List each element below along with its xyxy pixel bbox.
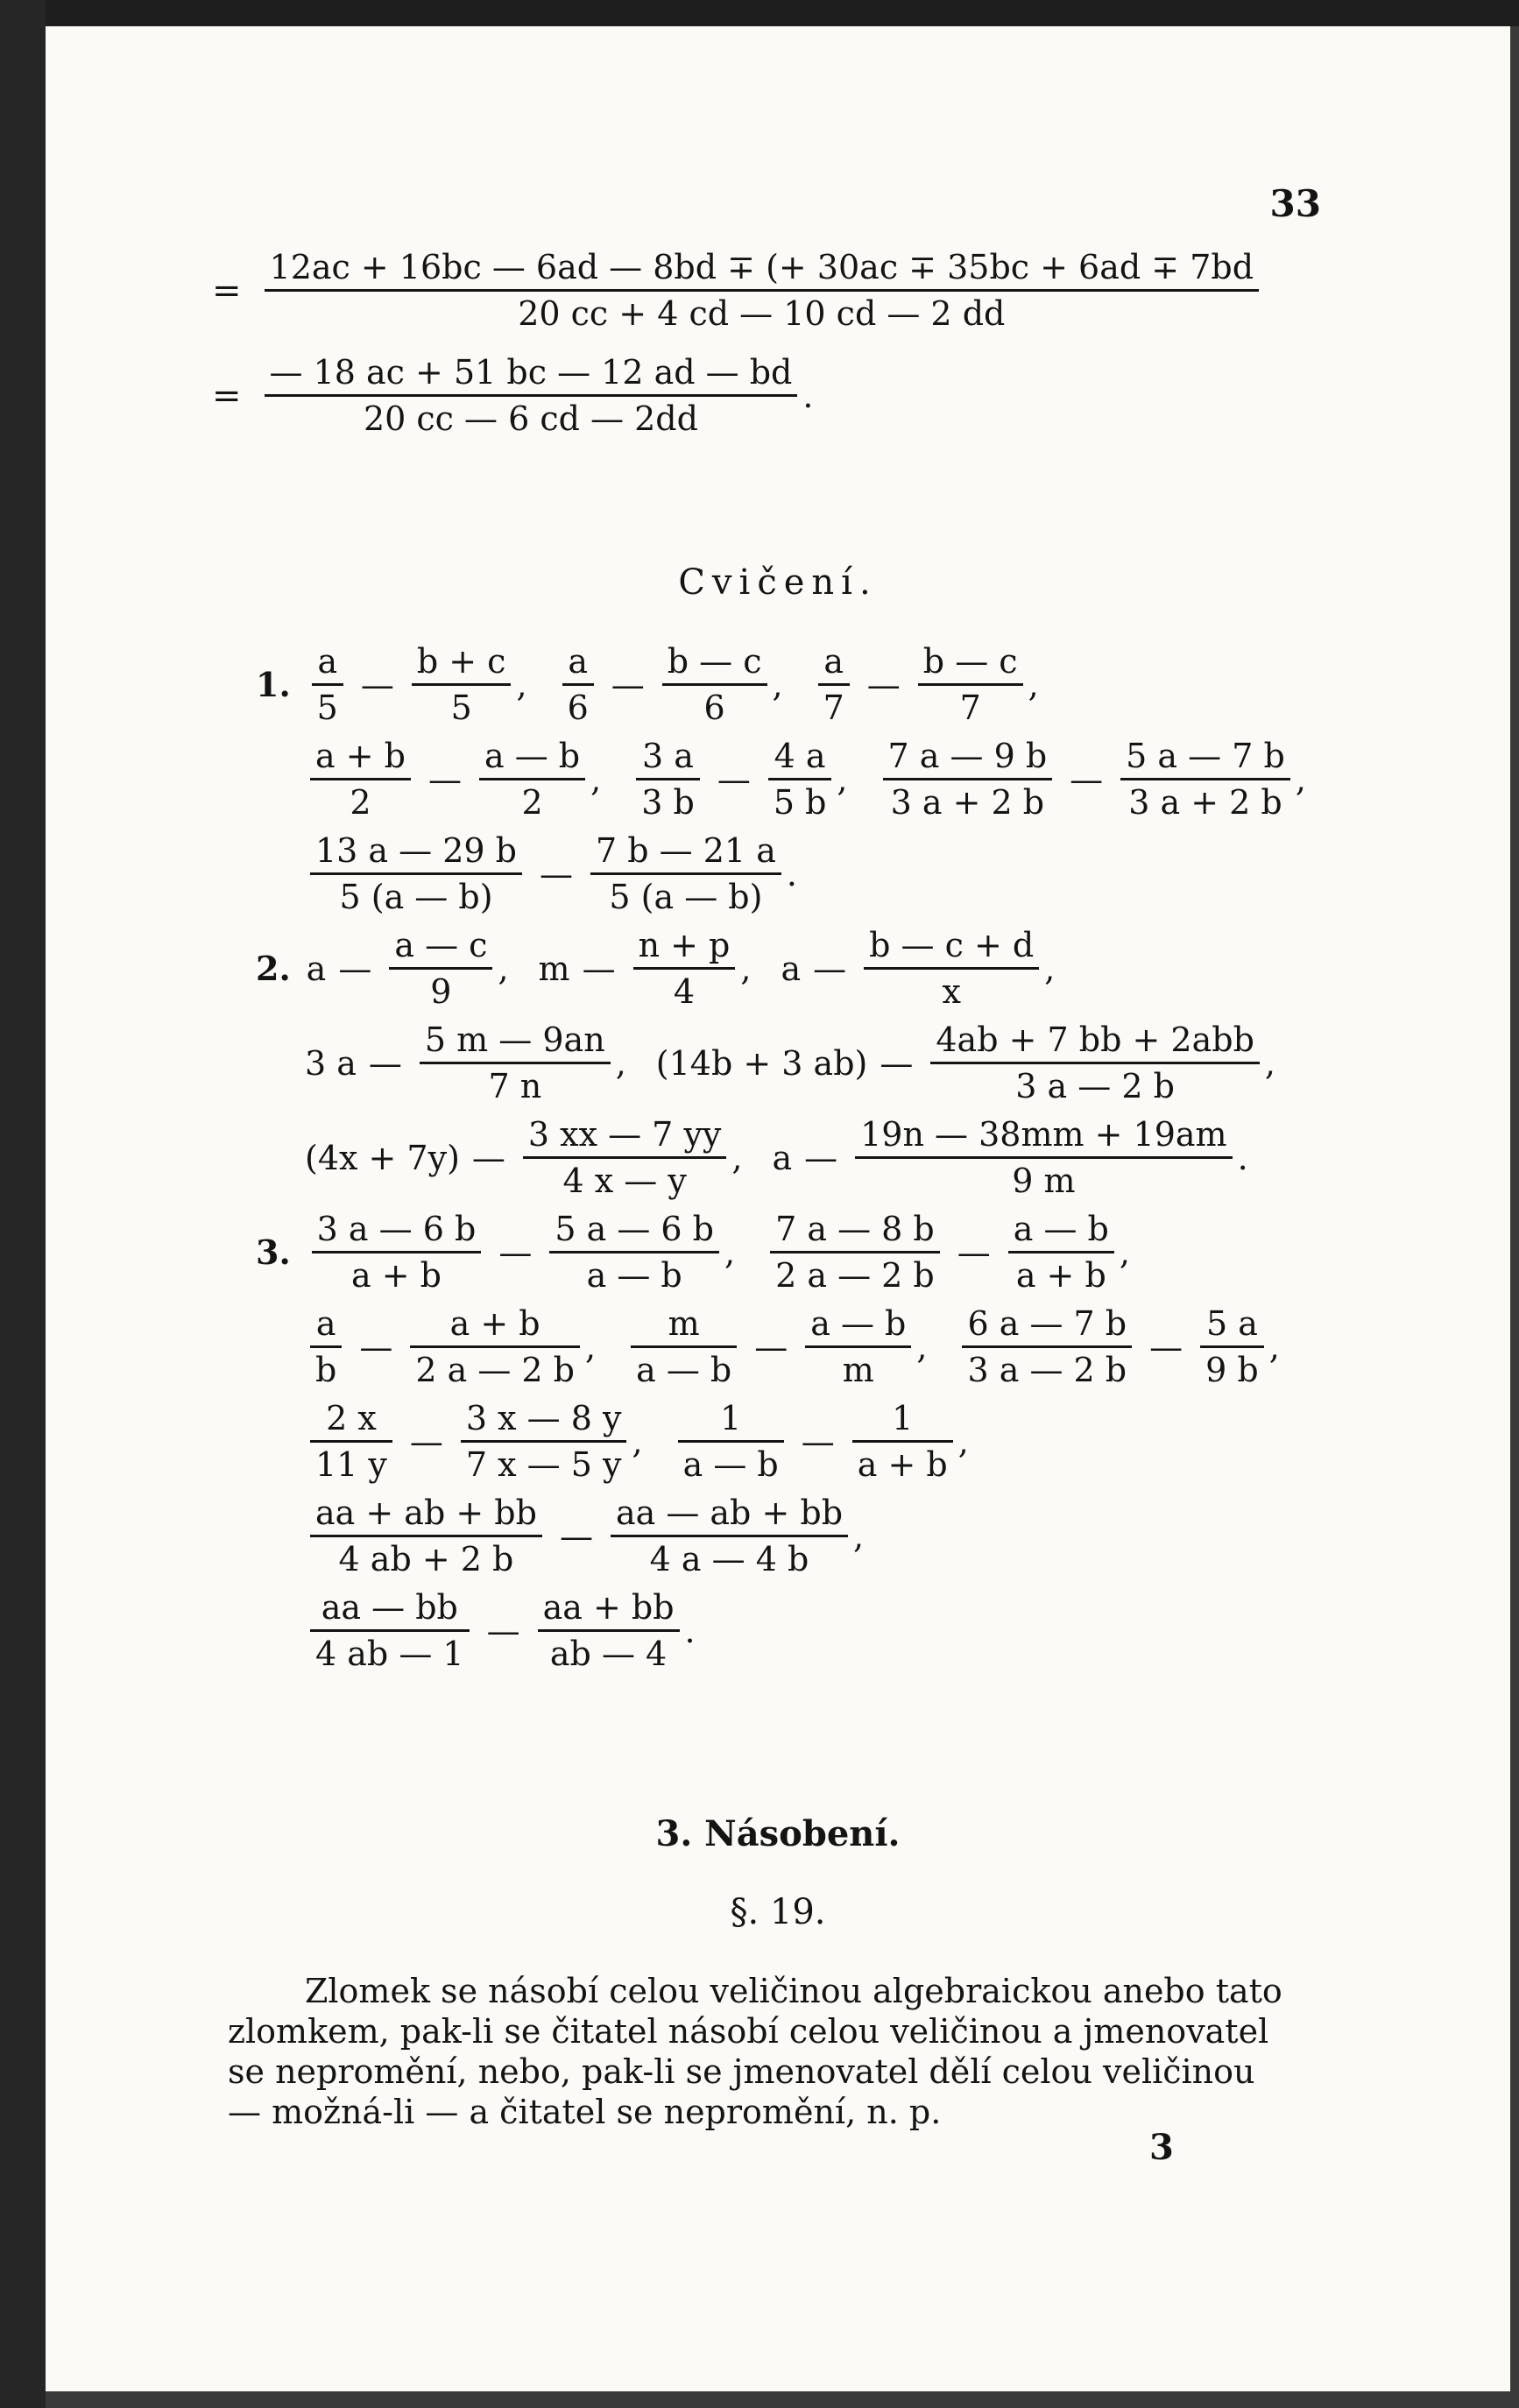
numerator: 6 a — 7 b [967,1304,1127,1343]
fraction [549,1207,719,1297]
minus-operator: — [540,854,574,893]
denominator: 2 a — 2 b [415,1351,575,1389]
separator: , [853,1516,865,1556]
denominator: 5 (a — b) [339,878,493,916]
separator: . [1237,1138,1248,1177]
fraction [410,1302,580,1392]
separator: , [916,1327,928,1366]
body-line: Zlomek se násobí celou veličinou algebraickou anebo tato [305,1972,1282,2010]
exercise-3-row-3 [305,1396,999,1486]
fraction [930,1018,1260,1108]
exercise-3-row-1 [256,1207,1160,1297]
exercise-2-row-2 [305,1018,1305,1108]
denominator: 9 [430,972,452,1011]
separator: , [1028,665,1039,704]
fraction [662,639,767,730]
denominator: 7 [959,689,981,727]
separator: , [615,1043,626,1083]
fraction [479,734,585,824]
fraction [611,1491,848,1581]
denominator: 4 ab — 1 [315,1635,464,1673]
separator: . [684,1611,696,1650]
scan-left-border [0,0,46,2408]
denominator: 9 m [1012,1162,1076,1200]
fraction [636,734,700,824]
denominator: 2 a — 2 b [775,1256,935,1295]
fraction [1200,1302,1264,1392]
numerator: aa — ab + bb [615,1494,844,1532]
exercise-3-row-4 [305,1491,894,1581]
numerator: 12ac + 16bc — 6ad — 8bd ∓ (+ 30ac ∓ 35bc + 6ad ∓ 7bd [269,248,1254,286]
numerator: b — c [667,642,762,681]
fraction [312,639,343,730]
fraction [883,734,1053,824]
term: a [306,949,327,988]
denominator: 3 a + 2 b [1128,783,1282,822]
fraction [818,639,850,730]
fraction [962,1302,1132,1392]
separator: . [786,854,797,893]
denominator: 5 (a — b) [609,878,763,916]
separator: , [516,665,527,704]
minus-operator: — [804,1138,838,1177]
minus-operator: — [427,759,462,799]
fraction [265,350,798,441]
fraction [538,1585,680,1676]
minus-operator: — [880,1043,914,1083]
denominator: a — b [682,1445,779,1484]
term: 3 a [305,1043,357,1083]
exercise-number: 1. [256,665,291,704]
denominator: 3 a — 2 b [967,1351,1127,1389]
numerator: b + c [416,642,506,681]
numerator: 2 x [326,1399,377,1437]
denominator: 2 [521,783,543,822]
denominator: 9 b [1205,1351,1259,1389]
numerator: — 18 ac + 51 bc — 12 ad — bd [269,353,793,392]
fraction [770,1207,940,1297]
separator: , [957,1422,969,1461]
numerator: n + p [638,926,731,964]
exercise-1-row-1 [256,639,1069,730]
numerator: 4ab + 7 bb + 2abb [936,1020,1254,1059]
numerator: a [315,1304,336,1343]
scan-top-border [0,0,1519,26]
numerator: 3 x — 8 y [465,1399,622,1437]
minus-operator: — [582,949,616,988]
exercise-number: 3. [256,1232,291,1272]
denominator: 6 [703,689,725,727]
denominator: 4 x — y [562,1162,687,1200]
fraction [310,1396,392,1486]
fraction [310,734,411,824]
numerator: a — b [1013,1210,1109,1248]
separator: , [772,665,783,704]
paragraph-number: §. 19. [730,1892,826,1932]
numerator: 1 [892,1399,914,1437]
minus-operator: — [486,1611,520,1650]
term: a [772,1138,793,1177]
denominator: 3 a + 2 b [890,783,1045,822]
separator: , [584,1327,597,1366]
fraction [310,829,522,919]
denominator: 4 a — 4 b [649,1540,809,1578]
fraction [523,1112,726,1203]
denominator: 4 ab + 2 b [338,1540,514,1578]
body-paragraph [228,1971,1367,2132]
minus-operator: — [360,665,394,704]
denominator: 20 cc — 6 cd — 2dd [363,399,698,438]
minus-operator: — [1149,1327,1183,1366]
minus-operator: — [717,759,751,799]
separator: , [1264,1043,1275,1083]
numerator: 1 [720,1399,742,1437]
numerator: aa + bb [542,1588,675,1627]
period: . [802,376,814,415]
denominator: ab — 4 [549,1635,668,1673]
derivation-line-2 [212,350,813,441]
fraction [310,1585,470,1676]
fraction [310,1491,542,1581]
numerator: m [668,1304,700,1343]
equals-sign: = [212,375,242,416]
numerator: 5 a — 7 b [1126,737,1285,775]
term: (4x + 7y) [305,1138,460,1177]
separator: , [724,1232,736,1272]
minus-operator: — [368,1043,402,1083]
fraction [389,923,492,1013]
denominator: a — b [586,1256,682,1295]
body-line: se nepromění, nebo, pak-li se jmenovatel dělí celou veličinou [228,2052,1255,2091]
numerator: 7 a — 8 b [775,1210,935,1248]
fraction [852,1396,953,1486]
fraction [633,923,736,1013]
fraction [1008,1207,1114,1297]
minus-operator: — [559,1516,593,1556]
minus-operator: — [409,1422,443,1461]
denominator: m [842,1351,874,1389]
fraction [420,1018,611,1108]
denominator: b [315,1351,337,1389]
numerator: 3 a [642,737,694,775]
numerator: a [823,642,844,681]
numerator: a + b [315,737,406,775]
exercise-1-row-3 [305,829,797,919]
minus-operator: — [611,665,645,704]
exercise-3-row-5 [305,1585,696,1676]
numerator: 13 a — 29 b [315,831,518,870]
signature-mark: 3 [1149,2127,1174,2168]
book-page [46,26,1510,2391]
numerator: a — b [810,1304,907,1343]
denominator: 6 [567,689,589,727]
fraction [864,923,1039,1013]
separator: , [590,759,602,799]
term: m [538,949,570,988]
numerator: 19n — 38mm + 19am [860,1115,1227,1154]
numerator: a — b [484,737,581,775]
separator: , [498,949,509,988]
denominator: a + b [351,1256,442,1295]
numerator: aa — bb [321,1588,458,1627]
separator: , [740,949,752,988]
numerator: aa + ab + bb [315,1494,537,1532]
fraction [805,1302,911,1392]
exercise-number: 2. [256,949,291,988]
exercise-3-row-2 [305,1302,1310,1392]
numerator: b — c [922,642,1018,681]
minus-operator: — [498,1232,533,1272]
numerator: 7 a — 9 b [887,737,1048,775]
fraction [590,829,781,919]
fraction [678,1396,784,1486]
fraction [562,639,594,730]
numerator: 3 xx — 7 yy [527,1115,722,1154]
page-number: 33 [1269,182,1321,225]
numerator: 7 b — 21 a [596,831,776,870]
exercises-heading: Cvičení. [678,562,878,603]
denominator: 7 [823,689,844,727]
minus-operator: — [866,665,901,704]
numerator: 3 a — 6 b [316,1210,477,1248]
denominator: 11 y [315,1445,387,1484]
numerator: 5 a — 6 b [555,1210,714,1248]
numerator: a + b [449,1304,540,1343]
denominator: 20 cc + 4 cd — 10 cd — 2 dd [518,294,1006,333]
numerator: 5 m — 9an [424,1020,605,1059]
denominator: 7 n [488,1067,542,1105]
numerator: a — c [394,926,488,964]
minus-operator: — [813,949,847,988]
fraction [461,1396,627,1486]
section-heading: 3. Násobení. [655,1813,901,1854]
denominator: 7 x — 5 y [465,1445,622,1484]
minus-operator: — [471,1138,505,1177]
denominator: 3 b [641,783,695,822]
fraction [768,734,832,824]
denominator: a — b [636,1351,732,1389]
body-line: — možná-li — a čitatel se nepromění, n. p. [228,2093,942,2131]
numerator: 5 a [1205,1304,1258,1343]
denominator: 5 [316,689,338,727]
separator: , [632,1422,643,1461]
term: a [781,949,802,988]
numerator: a [568,642,588,681]
fraction [855,1112,1232,1203]
separator: , [731,1138,743,1177]
minus-operator: — [359,1327,393,1366]
minus-operator: — [338,949,372,988]
denominator: a + b [857,1445,948,1484]
denominator: 2 [350,783,371,822]
denominator: 3 a — 2 b [1015,1067,1175,1105]
numerator: b — c + d [869,926,1035,964]
separator: , [1119,1232,1130,1272]
fraction [1120,734,1290,824]
denominator: 4 [673,972,696,1011]
fraction [918,639,1023,730]
numerator: a [317,642,338,681]
exercise-2-row-3 [305,1112,1248,1203]
equals-sign: = [212,270,242,311]
denominator: 5 b [773,783,827,822]
fraction [631,1302,737,1392]
minus-operator: — [957,1232,991,1272]
fraction [312,1207,482,1297]
fraction [265,245,1260,335]
denominator: x [942,972,961,1011]
separator: , [1268,1327,1280,1366]
derivation-line-1 [212,245,1264,335]
separator: , [837,759,848,799]
denominator: 5 [450,689,472,727]
denominator: a + b [1015,1256,1106,1295]
fraction [412,639,512,730]
exercise-2-row-1 [256,923,1084,1013]
numerator: 4 a [774,737,826,775]
minus-operator: — [801,1422,835,1461]
separator: , [1044,949,1056,988]
minus-operator: — [1070,759,1104,799]
minus-operator: — [754,1327,788,1366]
exercise-1-row-2 [305,734,1336,824]
body-line: zlomkem, pak-li se čitatel násobí celou veličinou a jmenovatel [228,2012,1269,2051]
term: (14b + 3 ab) [655,1043,868,1083]
separator: , [1295,759,1306,799]
fraction [310,1302,342,1392]
